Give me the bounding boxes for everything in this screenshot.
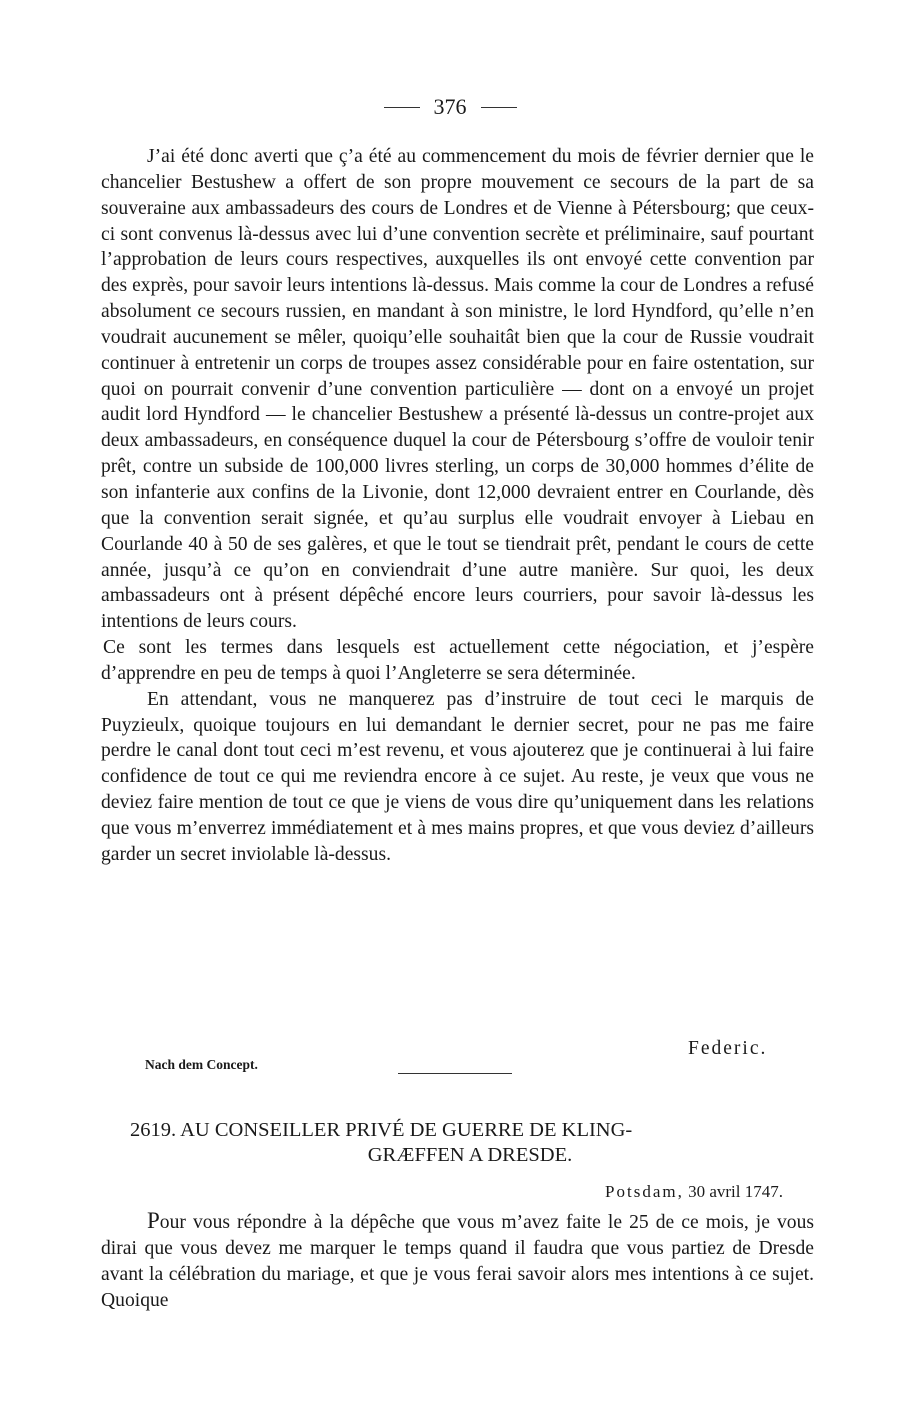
- letter-addressee: AU CONSEILLER PRIVÉ DE GUERRE DE KLING-: [180, 1119, 633, 1141]
- dateline-date: 30 avril 1747.: [688, 1182, 783, 1201]
- source-note: Nach dem Concept.: [145, 1057, 258, 1072]
- letter-body-text: our vous répondre à la dépêche que vous m’avez faite le 25 de ce mois, je vous dirai que vous devez me marquer le temps quand il faudra que vous partiez de Dresde avant la célébration du mariage, et que je vous ferai savoir alors mes intentions à ce sujet. Quoique: [101, 1212, 814, 1311]
- letter-number: 2619.: [130, 1119, 177, 1141]
- paragraph: Ce sont les termes dans lesquels est actuellement cette négociation, et j’espère d’apprendre en peu de temps à quoi l’Angleterre se sera déterminée.: [101, 637, 814, 684]
- signature: Federic.: [688, 1038, 768, 1059]
- paragraph: En attendant, vous ne manquerez pas d’instruire de tout ceci le marquis de Puyzieulx, quoique toujours en lui demandant le dernier secret, pour ne pas me faire perdre le canal dont tout ceci m’est revenu, et vous ajouterez que je continuerai à lui faire confidence de tout ce qui me reviendra encore à ce sujet. Au reste, je veux que vous ne deviez faire mention de tout ce que je viens de vous dire qu’uniquement dans les relations que vous m’enverrez immédiatement et à mes mains propres, et que vous deviez d’ailleurs garder un secret inviolable là-dessus.: [101, 688, 814, 865]
- paragraph: J’ai été donc averti que ç’a été au commencement du mois de février dernier que le chancelier Bestushew a offert de son propre mouvement ce secours de la part de sa souveraine aux ambassadeurs des cours de Londres et de Vienne à Pétersbourg; que ceux-ci sont convenus là-dessus avec lui d’une convention secrète et préliminaire, sauf pourtant l’approbation de leurs cours respectives, auxquelles ils ont envoyé cette convention par des exprès, pour savoir leurs intentions là-dessus. Mais comme la cour de Londres a refusé absolument ce secours russien, en mandant à son ministre, le lord Hyndford, qu’elle n’en voudrait aucunement se mêler, quoiqu’elle souhaitât bien que la cour de Russie voudrait continuer à entretenir un corps de troupes assez considérable pour en faire ostentation, sur quoi on pourrait convenir d’une convention particulière — dont on a envoyé un projet audit lord Hyndford — le chancelier Bestushew a présenté là-dessus un contre-projet aux deux ambassadeurs, en conséquence duquel la cour de Pétersbourg s’offre de vouloir tenir prêt, contre un subside de 100,000 livres sterling, un corps de 30,000 hommes d’élite de son infanterie aux confins de la Livonie, dont 12,000 devraient entrer en Courlande, dès que la convention serait signée, et qu’au surplus elle voudrait envoyer à Liebau en Courlande 40 à 50 de ses galères, et que le tout se tiendrait prêt, pendant le cours de cette année, jusqu’à ce qu’on en conviendrait d’une autre manière. Sur quoi, les deux ambassadeurs ont à présent dépêché encore leurs courriers, pour savoir là-dessus les intentions de leurs cours.: [101, 146, 814, 633]
- page-header: [0, 94, 900, 120]
- paragraph: [101, 1208, 814, 1313]
- letter-heading-line1: [130, 1118, 780, 1143]
- letter-continuation: [101, 144, 814, 868]
- initial-letter: P: [147, 1208, 160, 1233]
- page-number: 376: [433, 94, 467, 119]
- header-dash-right: [481, 107, 517, 108]
- section-separator: [398, 1073, 512, 1074]
- letter-heading-line2: GRÆFFEN A DRESDE.: [367, 1144, 573, 1166]
- header-dash-left: [384, 107, 420, 108]
- dateline-place: Potsdam,: [605, 1182, 684, 1201]
- dateline: [605, 1182, 783, 1202]
- letter-body: [101, 1208, 814, 1313]
- letter-heading: [130, 1118, 780, 1168]
